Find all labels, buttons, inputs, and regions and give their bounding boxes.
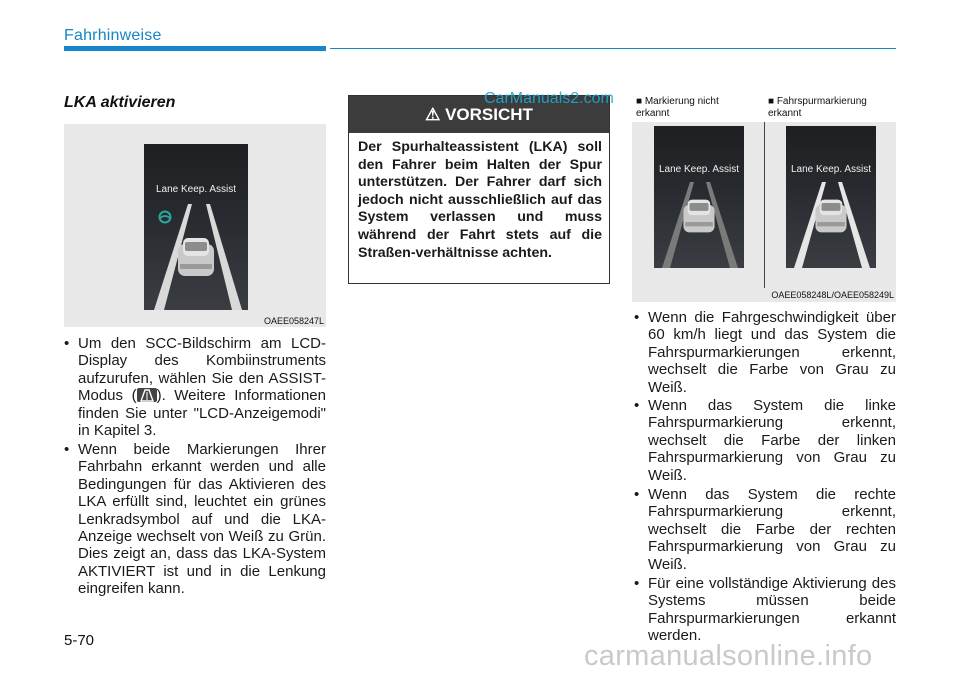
bullet-text — [78, 335, 326, 439]
caution-text: Der Spurhalteassistent (LKA) soll den Fahrer beim Halten der Spur unterstützen. Der Fahrer darf sich jedoch nicht ausschließlich auf das System verlassen und muss während der Fahrt stets auf die Straßen-verhältnisse achten. — [358, 139, 602, 261]
bullet-item-5 — [634, 486, 896, 573]
footer-watermark: carmanualsonline.info — [584, 640, 873, 672]
bullet-text-end: ). Weitere Informationen finden Sie unter "LCD-Anzeigemodi" in Kapitel 3. — [78, 387, 326, 440]
bullet-item-2 — [64, 441, 326, 598]
caution-box — [348, 95, 610, 284]
cluster-screen — [144, 144, 248, 310]
header-rule-thick — [64, 46, 326, 51]
bullet-text-start: Um den SCC-Bildschirm am LCD-Display des Kombiinstruments aufzurufen, wählen Sie den ASSIST-Modus ( — [78, 335, 326, 405]
bullet-item-6 — [634, 575, 896, 645]
figure-caption-left: OAEE058247L — [263, 316, 324, 326]
assist-mode-icon — [137, 388, 157, 402]
bullet-item-4 — [634, 397, 896, 484]
bullet-dot: • — [634, 309, 640, 326]
car-icon — [812, 196, 850, 236]
figure-caption-right: OAEE058248L/OAEE058249L — [771, 290, 894, 300]
bullet-dot: • — [634, 397, 640, 414]
page-number: 5-70 — [64, 632, 95, 649]
figure-divider — [764, 122, 765, 288]
header-rule-thin — [330, 48, 896, 49]
bullet-dot: • — [634, 486, 640, 503]
bullet-dot: • — [64, 335, 70, 352]
bullet-text: Für eine vollständige Aktivierung des Systems müssen beide Fahrspurmarkierungen erkannt werden. — [648, 575, 896, 645]
watermark: CarManuals2.com — [484, 90, 614, 107]
figure-right-panel — [632, 122, 896, 302]
bullet-dot: • — [64, 441, 70, 458]
section-title: Fahrhinweise — [64, 27, 162, 44]
screen-title: Lane Keep. Assist — [790, 164, 872, 175]
bullet-dot: • — [634, 575, 640, 592]
caution-title: VORSICHT — [445, 105, 533, 124]
figure-left — [64, 124, 326, 327]
bullet-text: Wenn das System die linke Fahrspurmarkierung erkennt, wechselt die Farbe der linken Fahrspurmarkierung von Grau zu Weiß. — [648, 397, 896, 484]
bullet-text: Wenn die Fahrgeschwindigkeit über 60 km/h liegt und das System die Fahrspurmarkierungen erkennt, wechselt die Farbe von Grau zu Weiß. — [648, 309, 896, 396]
figure-label-left: ■ Markierung nicht erkannt — [636, 96, 719, 119]
section-heading: LKA aktivieren — [64, 94, 176, 111]
bullet-item-1 — [64, 335, 326, 439]
bullet-item-3 — [634, 309, 896, 396]
bullet-text: Wenn das System die rechte Fahrspurmarkierung erkennt, wechselt die Farbe der rechten Fahrspurmarkierung von Grau zu Weiß. — [648, 486, 896, 573]
figure-right — [632, 94, 896, 304]
screen-title: Lane Keep. Assist — [658, 164, 740, 175]
bullet-text: Wenn beide Markierungen Ihrer Fahrbahn erkannt werden und alle Bedingungen für das Aktivieren des LKA erfüllt sind, leuchtet ein grünes Lenkradsymbol auf und die LKA-Anzeige wechselt von Weiß zu Grün. Dies zeigt an, dass das LKA-System AKTIVIERT ist und in die Lenkung eingreifen kann. — [78, 441, 326, 598]
screen-title: Lane Keep. Assist — [155, 184, 237, 195]
car-icon — [174, 234, 218, 280]
cluster-screen-not-detected — [654, 126, 744, 268]
warning-triangle-icon: ⚠ — [425, 105, 441, 124]
figure-label-right: ■ Fahrspurmarkierung erkannt — [768, 96, 867, 119]
car-icon — [680, 196, 718, 236]
cluster-screen-detected — [786, 126, 876, 268]
